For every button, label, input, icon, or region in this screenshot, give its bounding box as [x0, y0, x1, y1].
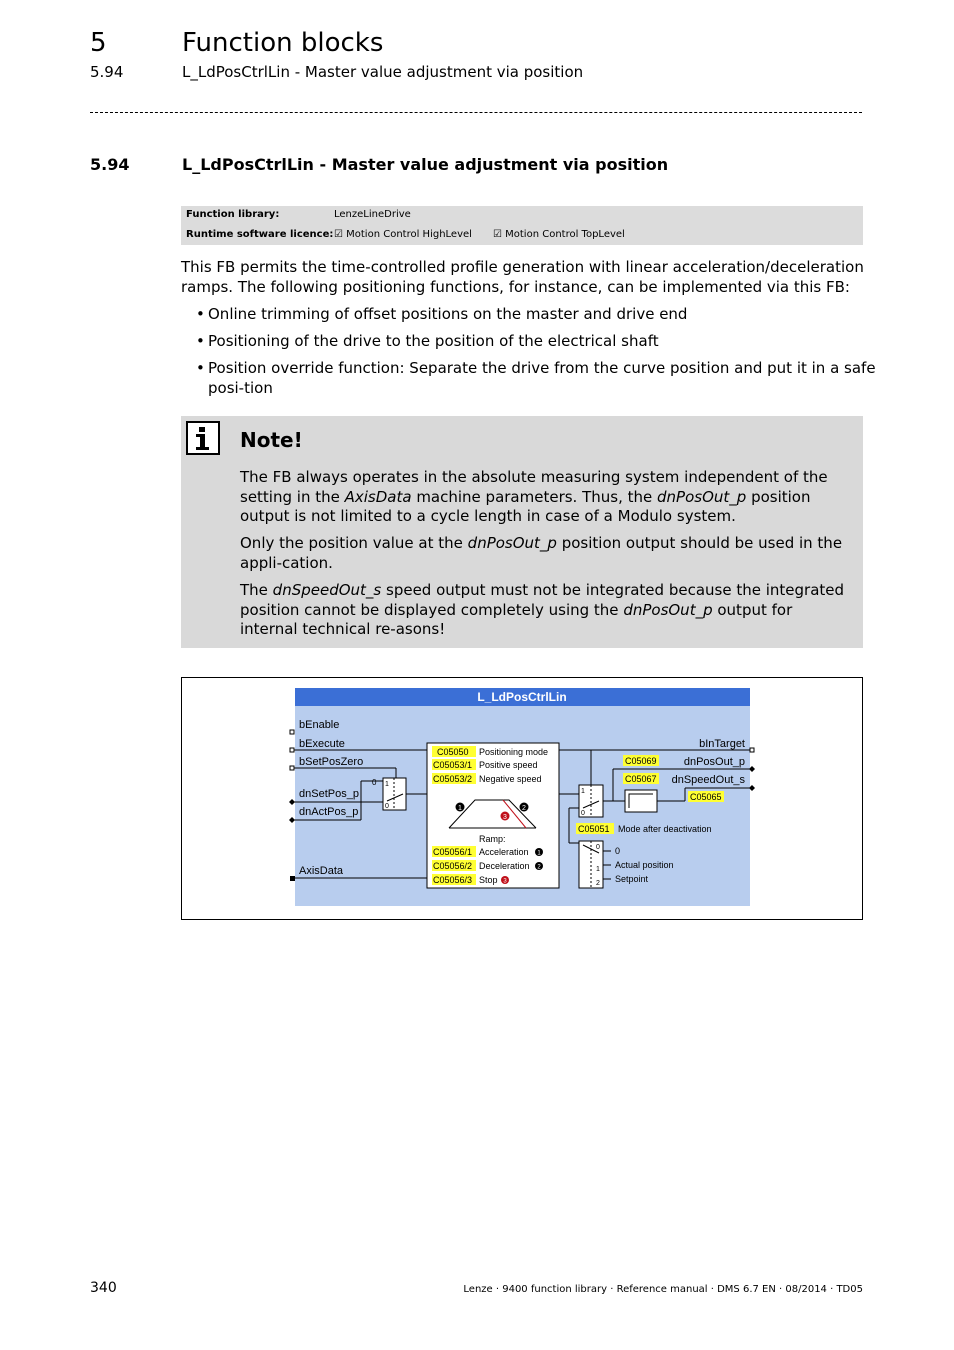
input-pin [290, 748, 294, 752]
note-box [181, 416, 863, 648]
footer-text: Lenze · 9400 function library · Reference manual · DMS 6.7 EN · 08/2014 · TD05 [463, 1284, 863, 1295]
mode-after-deactivation-label: Mode after deactivation [618, 824, 712, 834]
switch-label: 0 [581, 810, 585, 817]
svg-text:1: 1 [596, 866, 600, 873]
svg-text:Positioning mode: Positioning mode [479, 747, 549, 757]
code-positive-speed: C05053/1 [433, 760, 473, 770]
option-actual-position: Actual position [615, 860, 674, 870]
output-label: bInTarget [699, 738, 745, 750]
svg-text:1: 1 [537, 850, 541, 857]
code-acceleration: C05056/1 [433, 847, 473, 857]
note-paragraph-2: Only the position value at the dnPosOut_p position output should be used in the appli-cation. [240, 534, 843, 572]
input-label: dnActPos_p [299, 806, 359, 818]
svg-text:1: 1 [458, 805, 462, 812]
info-icon [186, 421, 220, 455]
library-value: LenzeLineDrive [334, 209, 411, 220]
licence-label: Runtime software licence: [186, 229, 334, 240]
input-pin [290, 766, 294, 770]
svg-text:2: 2 [596, 880, 600, 887]
licence-value-1: ☑ Motion Control HighLevel [334, 229, 472, 240]
page-number: 340 [90, 1280, 117, 1296]
input-label: bExecute [299, 738, 345, 750]
code-speed-out: C05065 [690, 792, 722, 802]
note-paragraph-1: The FB always operates in the absolute measuring system independent of the setting in the AxisData machine parameters. Thus, the dnPosOut_p position output is not limited to a cycle length in case of a Modulo system. [240, 468, 828, 525]
option-zero: 0 [615, 846, 621, 856]
input-pin [290, 730, 294, 734]
svg-text:2: 2 [522, 805, 526, 812]
section-title: L_LdPosCtrlLin - Master value adjustment via position [182, 155, 669, 174]
code-mode-after-deactivation: C05051 [578, 824, 610, 834]
function-block-diagram [181, 677, 863, 920]
switch-label: 1 [385, 781, 389, 788]
speed-box [625, 790, 657, 812]
input-label: AxisData [299, 865, 344, 877]
info-table [181, 206, 863, 245]
intro-paragraph: This FB permits the time-controlled profile generation with linear acceleration/deceleration ramps. The following positioning functions, for instance, can be implemented via this FB: [181, 258, 864, 296]
note-title: Note! [240, 428, 303, 452]
code-deceleration: C05056/2 [433, 861, 473, 871]
header-section-title: L_LdPosCtrlLin - Master value adjustment via position [182, 63, 584, 81]
block-title: L_LdPosCtrlLin [477, 690, 567, 704]
bullet-icon: • [196, 305, 205, 323]
bullet-icon: • [196, 359, 205, 377]
bullet-icon: • [196, 332, 205, 350]
input-label: bEnable [299, 719, 340, 731]
svg-text:Negative speed: Negative speed [479, 774, 542, 784]
switch-label: 1 [581, 788, 585, 795]
svg-text:Positive speed: Positive speed [479, 760, 538, 770]
svg-text:Stop: Stop [479, 875, 498, 885]
header-section-number: 5.94 [90, 63, 124, 81]
header-divider [90, 112, 862, 113]
chapter-title: Function blocks [182, 28, 384, 58]
option-setpoint: Setpoint [615, 874, 649, 884]
output-label: dnSpeedOut_s [671, 774, 745, 786]
code-in-target: C05069 [625, 756, 657, 766]
list-item: • Position override function: Separate the drive from the curve position and put it in a safe posi-tion [196, 359, 876, 397]
input-label: bSetPosZero [299, 756, 364, 768]
svg-text:3: 3 [503, 878, 507, 885]
svg-text:Deceleration: Deceleration [479, 861, 530, 871]
section-number: 5.94 [90, 155, 130, 174]
code-positioning-mode: C05050 [437, 747, 469, 757]
note-paragraph-3: The dnSpeedOut_s speed output must not be integrated because the integrated position cannot be displayed completely using the dnPosOut_p output for internal technical re-asons! [240, 581, 845, 638]
svg-text:0: 0 [596, 844, 600, 851]
ramp-label: Ramp: [479, 834, 506, 844]
licence-value-2: ☑ Motion Control TopLevel [493, 229, 625, 240]
library-label: Function library: [186, 209, 280, 220]
list-item: • Positioning of the drive to the position of the electrical shaft [196, 332, 659, 350]
code-stop: C05056/3 [433, 875, 473, 885]
input-label: dnSetPos_p [299, 788, 359, 800]
svg-text:3: 3 [503, 814, 507, 821]
output-pin [750, 748, 754, 752]
switch-label: 0 [385, 803, 389, 810]
chapter-number: 5 [90, 28, 107, 58]
list-item: • Online trimming of offset positions on the master and drive end [196, 305, 688, 323]
feature-list [196, 304, 876, 405]
code-pos-out: C05067 [625, 774, 657, 784]
svg-text:Acceleration: Acceleration [479, 847, 529, 857]
code-negative-speed: C05053/2 [433, 774, 473, 784]
output-label: dnPosOut_p [683, 756, 745, 768]
switch-label: 0 [372, 778, 377, 787]
svg-text:2: 2 [537, 864, 541, 871]
